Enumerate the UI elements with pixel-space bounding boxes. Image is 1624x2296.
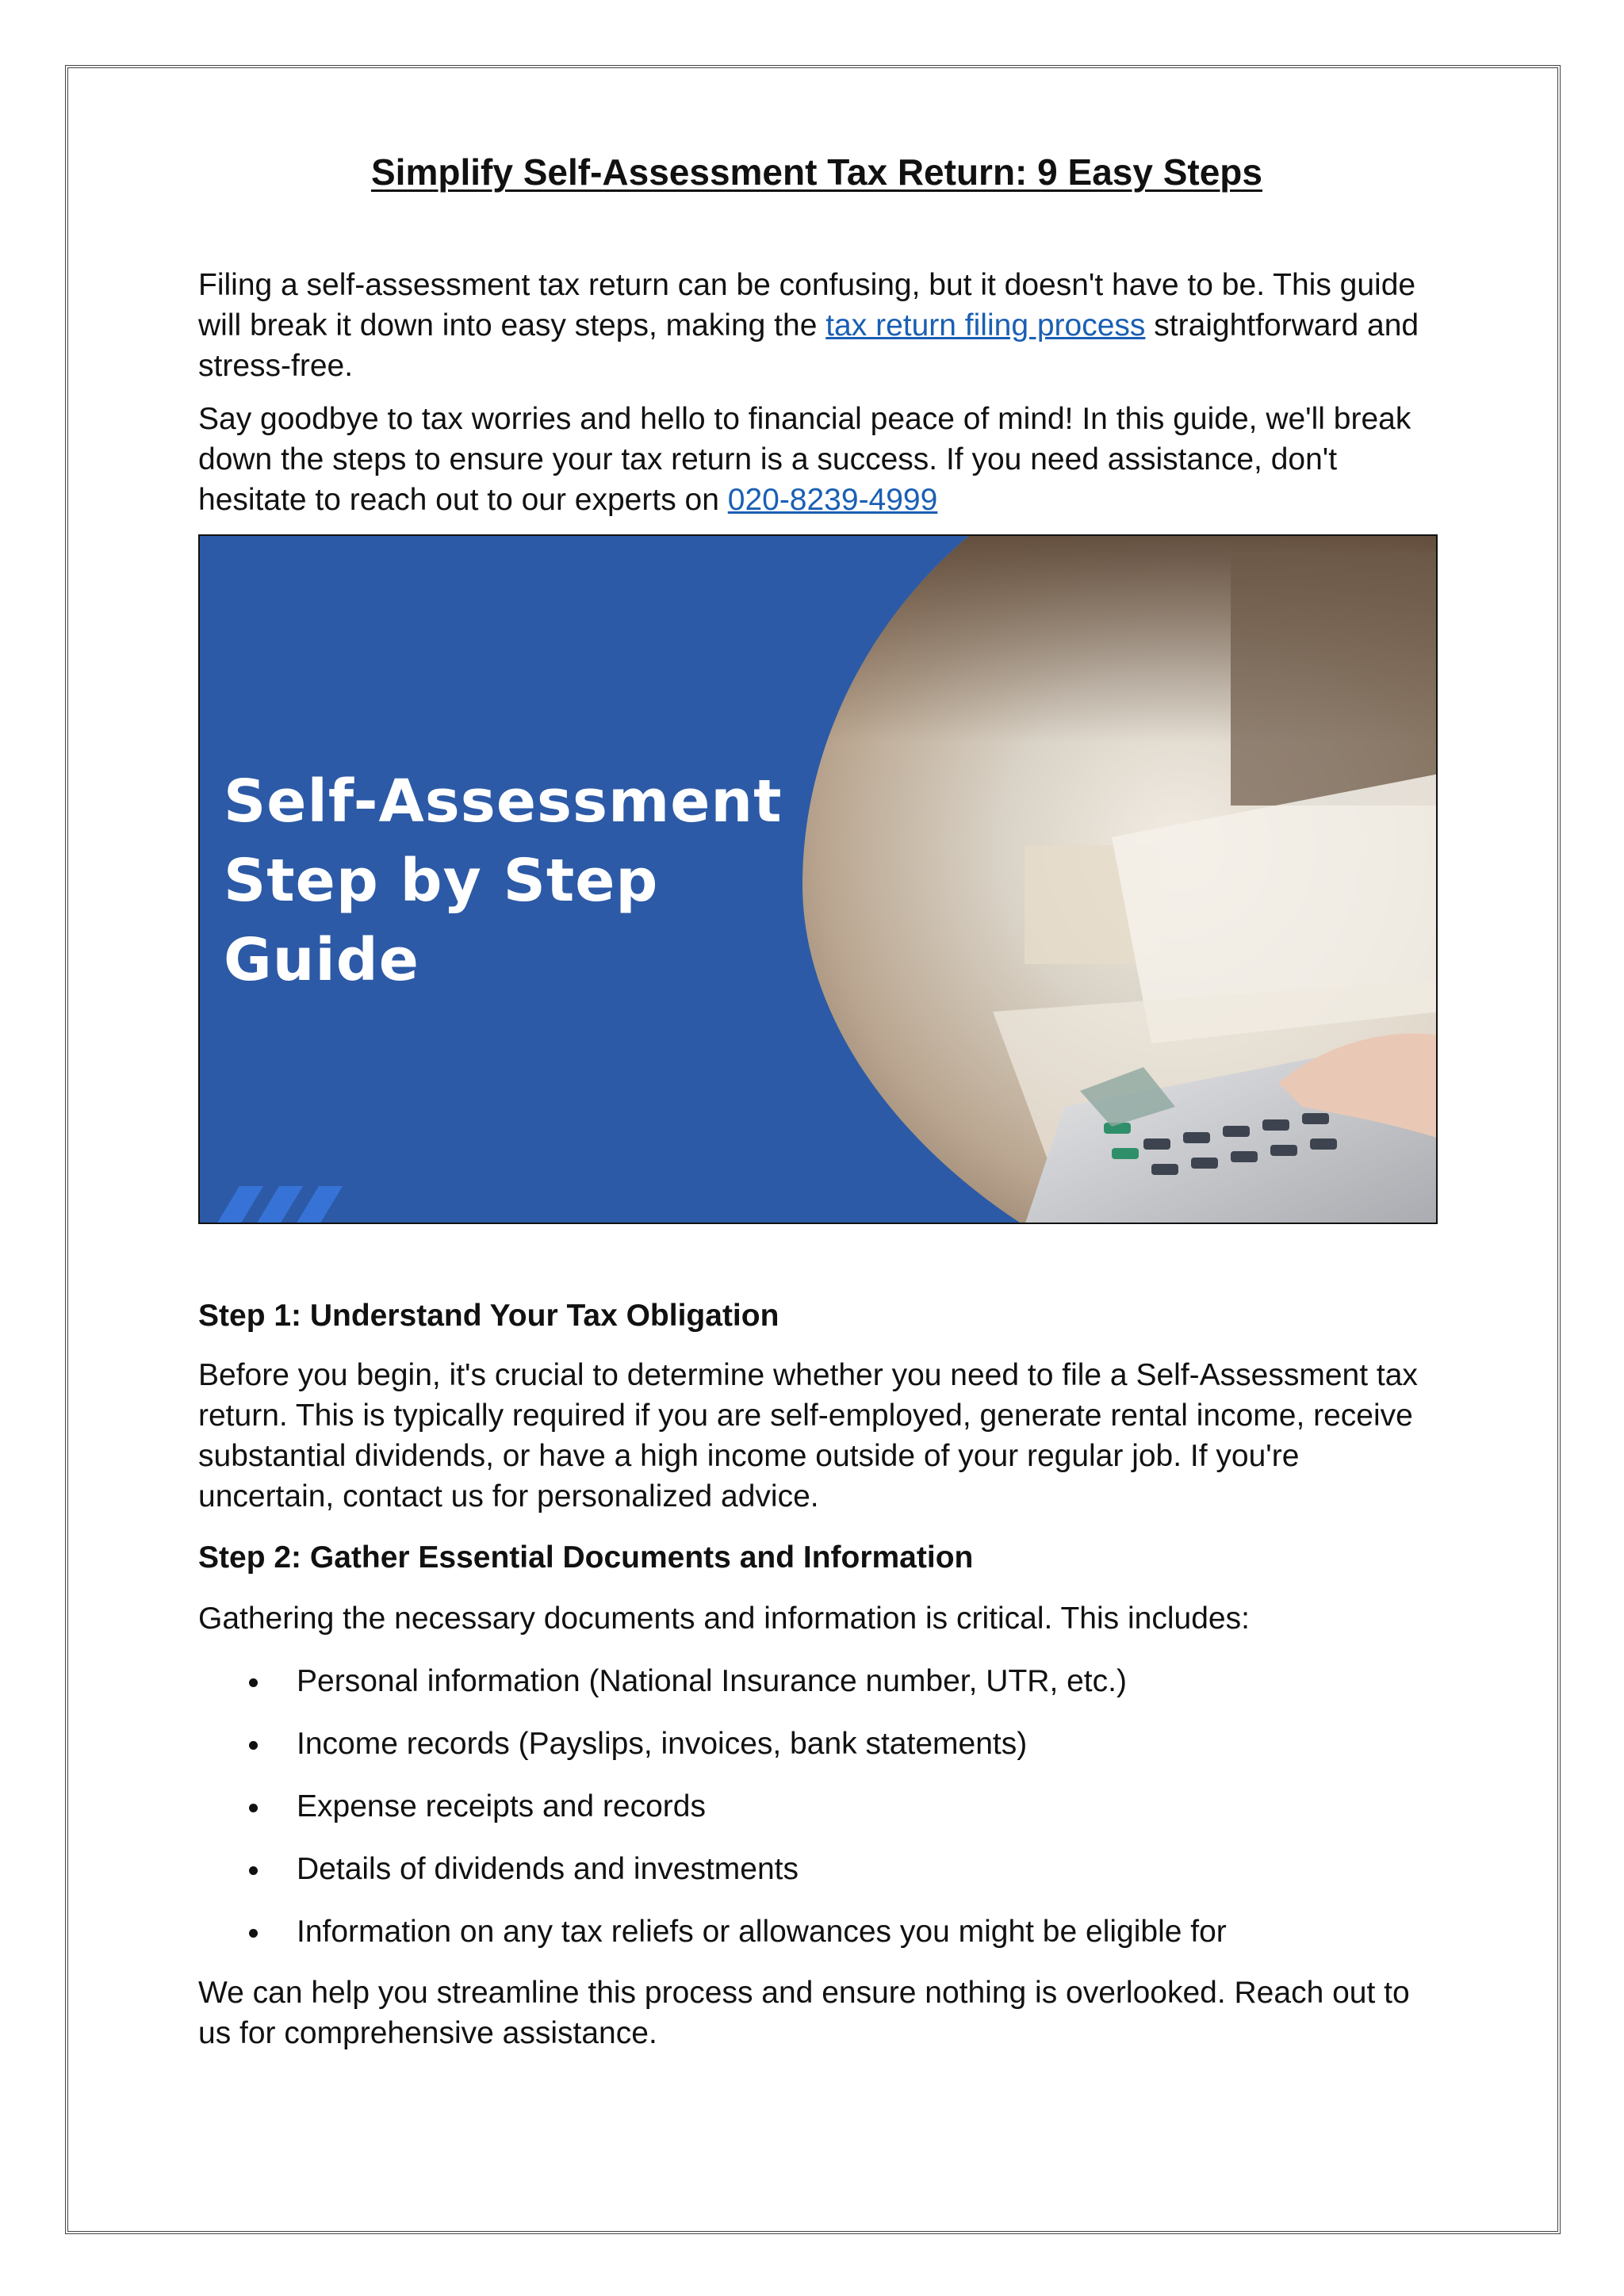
documents-list (198, 1661, 1435, 1952)
list-item: Information on any tax reliefs or allowances you might be eligible for (198, 1911, 1435, 1952)
step-2-closing: We can help you streamline this process and ensure nothing is overlooked. Reach out to us for comprehensive assistance. (198, 1976, 1410, 2050)
hero-banner-image (198, 534, 1438, 1224)
step-2-heading: Step 2: Gather Essential Documents and Information (198, 1540, 974, 1575)
intro-text-end: straightforward and stress-free. (198, 308, 1419, 383)
intro-paragraph-1 (198, 265, 1435, 386)
hero-title-line-1: Self-Assessment (224, 767, 783, 836)
hero-title (224, 762, 782, 1000)
intro-paragraph-2 (198, 399, 1435, 520)
list-item: Personal information (National Insurance number, UTR, etc.) (198, 1661, 1435, 1701)
list-item: Details of dividends and investments (198, 1849, 1435, 1889)
page-title: Simplify Self-Assessment Tax Return: 9 Easy Steps (371, 151, 1262, 193)
step-1-heading: Step 1: Understand Your Tax Obligation (198, 1299, 779, 1333)
list-item: Expense receipts and records (198, 1786, 1435, 1827)
step-2-intro: Gathering the necessary documents and information is critical. This includes: (198, 1601, 1250, 1636)
phone-link[interactable]: 020-8239-4999 (727, 483, 938, 517)
intro-text: Filing a self-assessment tax return can be confusing, but it doesn't have to be. This guide will break it down into easy steps, making the (198, 268, 1416, 342)
hero-title-line-3: Guide (224, 926, 419, 994)
list-item: Income records (Payslips, invoices, bank statements) (198, 1724, 1435, 1764)
intro-text-2: Say goodbye to tax worries and hello to financial peace of mind! In this guide, we'll break down the steps to ensure your tax return is a success. If you need assistance, don't hesitate to reach out to our experts on (198, 402, 1411, 517)
step-1-body: Before you begin, it's crucial to determine whether you need to file a Self-Assessment tax return. This is typically required if you are self-employed, generate rental income, receive substantial dividends, or have a high income outside of your regular job. If you're uncertain, contact us for personalized advice. (198, 1358, 1418, 1513)
document-body (198, 151, 1435, 2053)
tax-return-process-link[interactable]: tax return filing process (825, 308, 1146, 342)
hero-title-line-2: Step by Step (224, 847, 659, 915)
